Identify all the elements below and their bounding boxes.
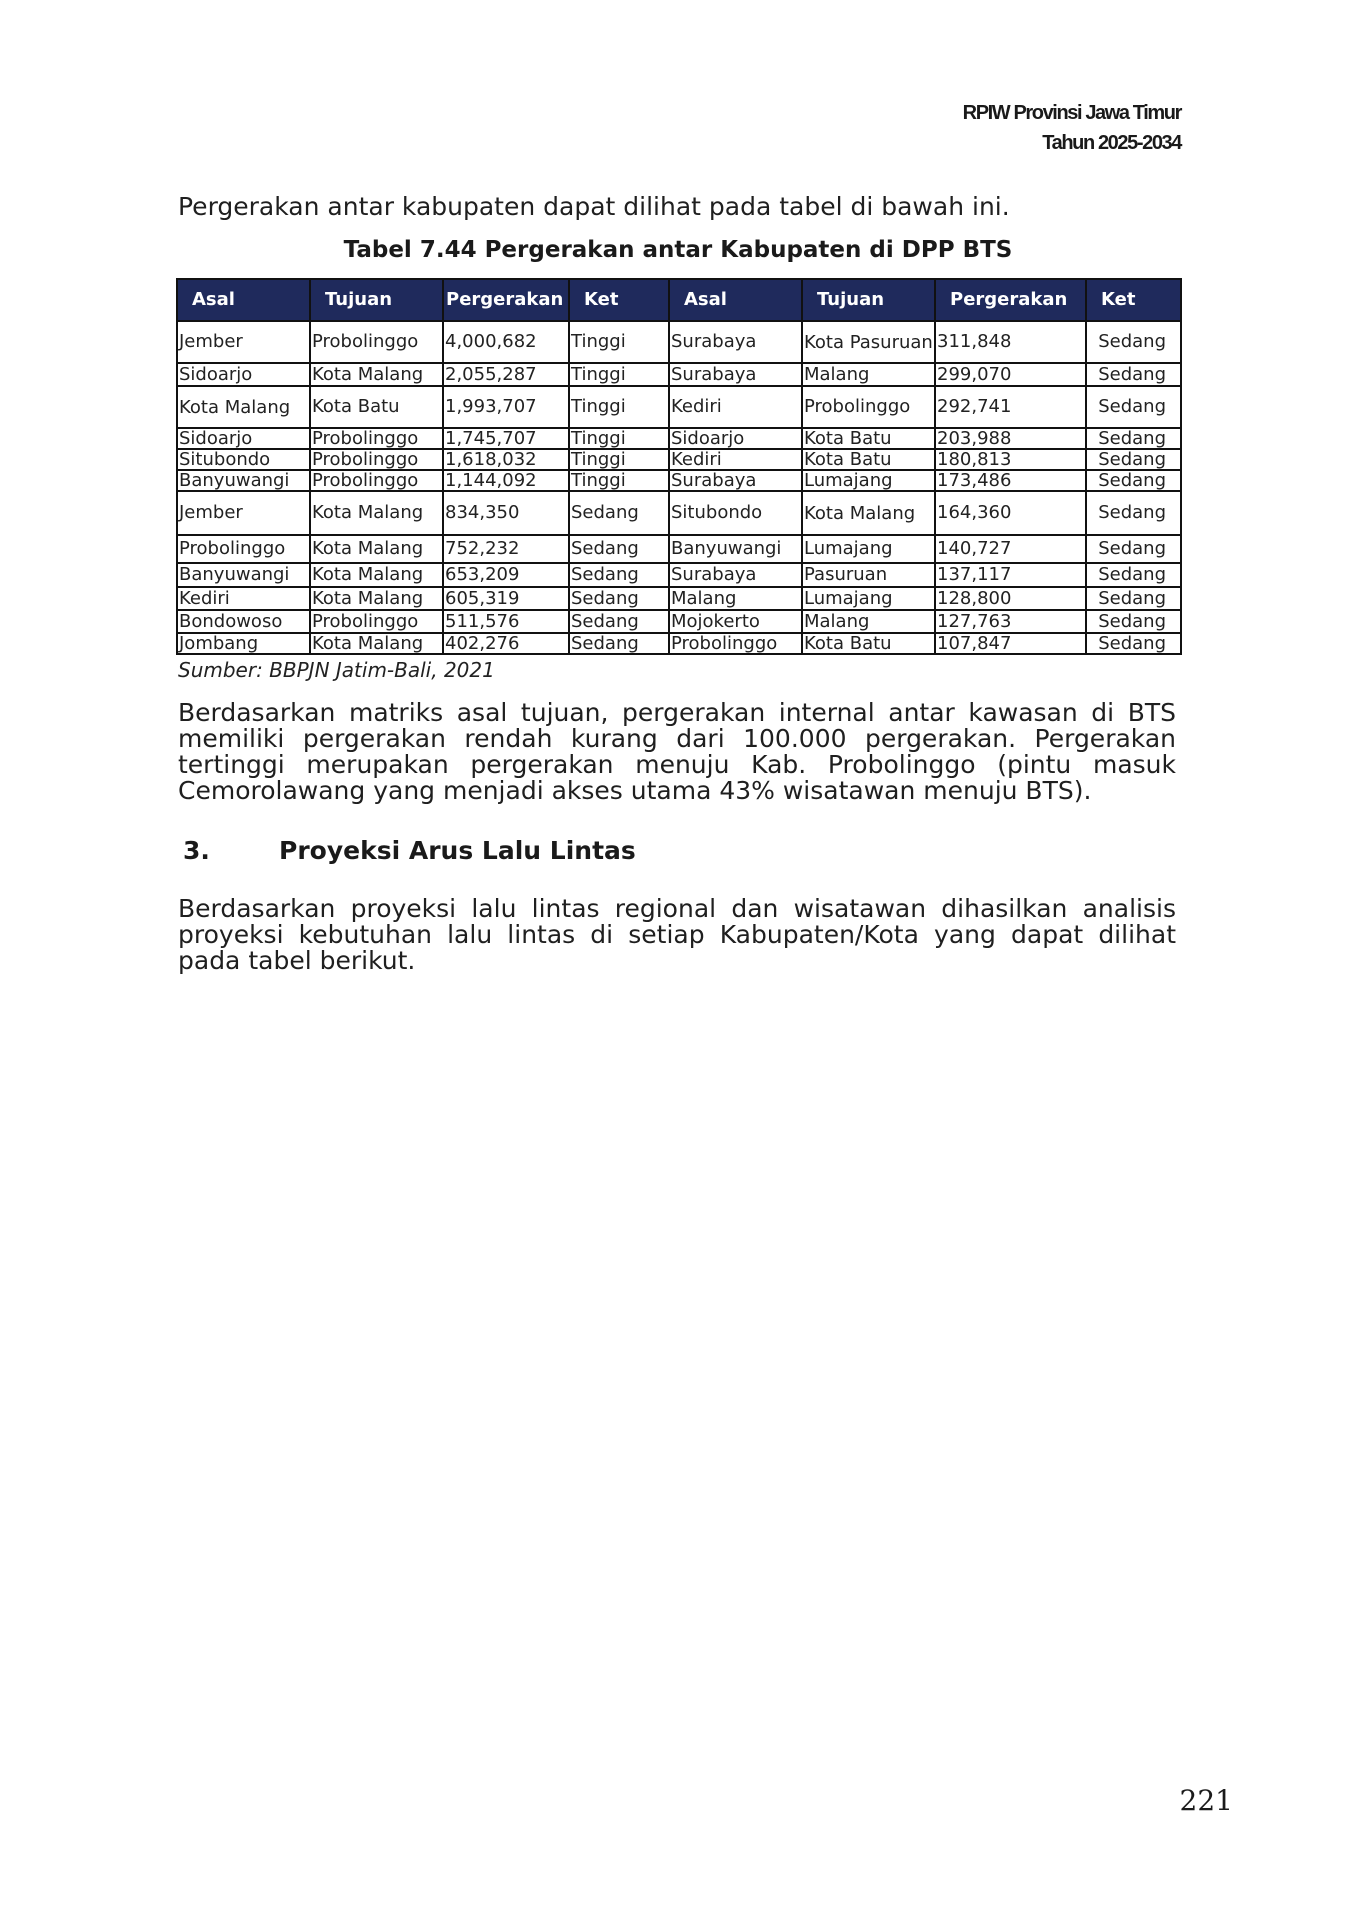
cell-pergerakan: 1,745,707 [443,428,569,449]
table-caption: Tabel 7.44 Pergerakan antar Kabupaten di DPP BTS [343,237,1013,263]
cell-pergerakan-2: 128,800 [935,587,1086,610]
cell-asal: Sidoarjo [177,428,310,449]
cell-pergerakan-2: 173,486 [935,470,1086,491]
cell-pergerakan-2: 299,070 [935,363,1086,386]
cell-asal-2: Kediri [669,449,802,470]
cell-tujuan-2: Malang [802,610,935,633]
cell-ket-2: Sedang [1086,535,1181,563]
cell-ket-2: Sedang [1086,491,1181,535]
cell-tujuan-2: Pasuruan [802,563,935,587]
col-header-ket-2: Ket [1086,279,1181,321]
cell-asal-2: Kediri [669,386,802,428]
cell-pergerakan: 605,319 [443,587,569,610]
cell-asal-2: Probolinggo [669,633,802,654]
cell-asal-2: Malang [669,587,802,610]
table-row [177,428,1181,449]
cell-tujuan-2: Kota Batu [802,633,935,654]
cell-ket-2: Sedang [1086,428,1181,449]
cell-ket-2: Sedang [1086,449,1181,470]
cell-tujuan: Kota Malang [310,363,443,386]
table-row [177,563,1181,587]
cell-ket-2: Sedang [1086,610,1181,633]
cell-tujuan-2: Kota Pasuruan [802,321,935,363]
cell-pergerakan-2: 140,727 [935,535,1086,563]
cell-pergerakan: 1,993,707 [443,386,569,428]
cell-pergerakan: 752,232 [443,535,569,563]
paragraph-analysis: Berdasarkan matriks asal tujuan, pergerakan internal antar kawasan di BTS memiliki pergerakan rendah kurang dari 100.000 pergerakan. Pergerakan tertinggi merupakan pergerakan menuju Kab. Probolinggo (pintu masuk Cemorolawang yang menjadi akses utama 43% wisatawan menuju BTS). [178,698,1176,805]
cell-asal-2: Sidoarjo [669,428,802,449]
cell-pergerakan-2: 311,848 [935,321,1086,363]
cell-tujuan: Kota Malang [310,587,443,610]
document-header [963,98,1181,158]
table-row [177,449,1181,470]
table-row [177,321,1181,363]
cell-pergerakan-2: 203,988 [935,428,1086,449]
cell-ket: Sedang [569,563,669,587]
cell-pergerakan: 1,618,032 [443,449,569,470]
cell-tujuan-2: Malang [802,363,935,386]
cell-tujuan-2: Kota Batu [802,449,935,470]
cell-ket-2: Sedang [1086,386,1181,428]
col-header-asal-2: Asal [669,279,802,321]
table-row [177,633,1181,654]
cell-asal: Banyuwangi [177,470,310,491]
cell-ket-2: Sedang [1086,321,1181,363]
cell-ket: Sedang [569,587,669,610]
section-heading [183,836,636,865]
cell-ket: Tinggi [569,470,669,491]
cell-asal: Kediri [177,587,310,610]
cell-tujuan-2: Kota Batu [802,428,935,449]
table-row [177,386,1181,428]
cell-asal: Probolinggo [177,535,310,563]
col-header-asal: Asal [177,279,310,321]
cell-pergerakan: 511,576 [443,610,569,633]
table-row [177,491,1181,535]
cell-ket-2: Sedang [1086,563,1181,587]
section-title: Proyeksi Arus Lalu Lintas [279,836,636,865]
cell-asal: Jember [177,491,310,535]
intro-sentence: Pergerakan antar kabupaten dapat dilihat pada tabel di bawah ini. [178,192,1010,221]
cell-pergerakan: 2,055,287 [443,363,569,386]
cell-pergerakan-2: 137,117 [935,563,1086,587]
table-source: Sumber: BBPJN Jatim-Bali, 2021 [178,658,495,682]
cell-asal-2: Surabaya [669,470,802,491]
col-header-tujuan: Tujuan [310,279,443,321]
cell-pergerakan: 653,209 [443,563,569,587]
cell-tujuan-2: Lumajang [802,470,935,491]
movement-table [176,278,1182,655]
cell-ket: Sedang [569,535,669,563]
cell-pergerakan: 1,144,092 [443,470,569,491]
cell-tujuan-2: Lumajang [802,587,935,610]
cell-asal: Jember [177,321,310,363]
cell-ket: Sedang [569,633,669,654]
cell-pergerakan: 4,000,682 [443,321,569,363]
cell-asal: Jombang [177,633,310,654]
table-row [177,470,1181,491]
table-row [177,363,1181,386]
cell-pergerakan-2: 107,847 [935,633,1086,654]
cell-tujuan: Kota Malang [310,491,443,535]
cell-ket: Sedang [569,610,669,633]
cell-pergerakan: 402,276 [443,633,569,654]
table-header-row [177,279,1181,321]
cell-pergerakan: 834,350 [443,491,569,535]
cell-tujuan-2: Probolinggo [802,386,935,428]
paragraph-projection: Berdasarkan proyeksi lalu lintas regional dan wisatawan dihasilkan analisis proyeksi kebutuhan lalu lintas di setiap Kabupaten/Kota yang dapat dilihat pada tabel berikut. [178,894,1176,975]
cell-asal-2: Situbondo [669,491,802,535]
page-number: 221 [1179,1784,1233,1817]
cell-tujuan: Probolinggo [310,610,443,633]
cell-asal-2: Surabaya [669,321,802,363]
cell-pergerakan-2: 164,360 [935,491,1086,535]
cell-pergerakan-2: 292,741 [935,386,1086,428]
cell-asal: Situbondo [177,449,310,470]
table-row [177,610,1181,633]
cell-tujuan: Probolinggo [310,470,443,491]
col-header-pergerakan-2: Pergerakan [935,279,1086,321]
col-header-ket: Ket [569,279,669,321]
cell-ket-2: Sedang [1086,633,1181,654]
cell-ket-2: Sedang [1086,363,1181,386]
cell-tujuan: Probolinggo [310,428,443,449]
cell-asal: Sidoarjo [177,363,310,386]
cell-ket: Tinggi [569,449,669,470]
cell-asal-2: Surabaya [669,563,802,587]
cell-pergerakan-2: 127,763 [935,610,1086,633]
cell-ket: Sedang [569,491,669,535]
cell-asal-2: Surabaya [669,363,802,386]
cell-asal: Banyuwangi [177,563,310,587]
cell-asal: Kota Malang [177,386,310,428]
cell-tujuan-2: Lumajang [802,535,935,563]
header-period: Tahun 2025-2034 [1042,132,1181,154]
cell-ket-2: Sedang [1086,587,1181,610]
cell-ket: Tinggi [569,428,669,449]
cell-pergerakan-2: 180,813 [935,449,1086,470]
cell-asal-2: Banyuwangi [669,535,802,563]
cell-tujuan: Kota Malang [310,633,443,654]
cell-ket: Tinggi [569,321,669,363]
header-title: RPIW Provinsi Jawa Timur [962,102,1181,124]
cell-tujuan-2: Kota Malang [802,491,935,535]
table-row [177,587,1181,610]
cell-ket: Tinggi [569,363,669,386]
col-header-tujuan-2: Tujuan [802,279,935,321]
col-header-pergerakan: Pergerakan [443,279,569,321]
cell-ket-2: Sedang [1086,470,1181,491]
section-number: 3. [183,836,210,865]
cell-ket: Tinggi [569,386,669,428]
cell-tujuan: Probolinggo [310,321,443,363]
cell-tujuan: Kota Batu [310,386,443,428]
cell-tujuan: Probolinggo [310,449,443,470]
cell-tujuan: Kota Malang [310,535,443,563]
table-row [177,535,1181,563]
cell-asal-2: Mojokerto [669,610,802,633]
cell-tujuan: Kota Malang [310,563,443,587]
cell-asal: Bondowoso [177,610,310,633]
